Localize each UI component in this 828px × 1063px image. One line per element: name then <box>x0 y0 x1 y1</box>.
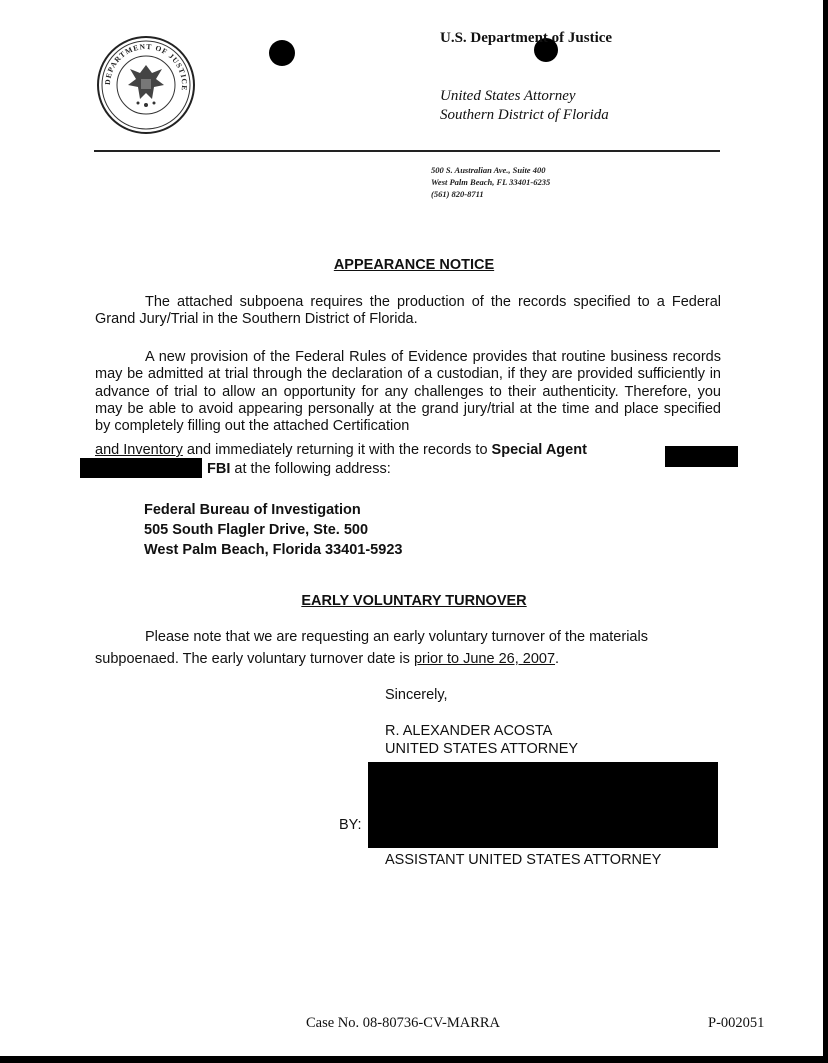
address-line2: West Palm Beach, FL 33401-6235 <box>431 177 551 187</box>
early-turnover-heading: EARLY VOLUNTARY TURNOVER <box>301 593 527 609</box>
special-agent-text: Special Agent <box>491 442 587 458</box>
office-line1: United States Attorney <box>440 88 576 104</box>
redaction-agent-name-cont <box>80 458 202 478</box>
page-identifier: P-002051 <box>708 1015 765 1031</box>
office-line2: Southern District of Florida <box>440 107 609 123</box>
early-turnover-prefix: subpoenaed. The early voluntary turnover date is <box>95 651 414 667</box>
fbi-text: FBI <box>207 461 231 477</box>
letterhead-rule <box>94 150 720 152</box>
scan-edge-right <box>823 0 828 1063</box>
address-line1: 500 S. Australian Ave., Suite 400 <box>431 165 546 175</box>
address-line3: (561) 820-8711 <box>431 189 484 199</box>
early-turnover-line1: Please note that we are requesting an early voluntary turnover of the materials <box>145 629 648 645</box>
and-inventory-text: and Inventory <box>95 442 183 458</box>
fbi-address-block <box>144 500 402 560</box>
office-block <box>440 87 609 125</box>
early-turnover-date: prior to June 26, 2007 <box>413 651 556 667</box>
signer-name: R. ALEXANDER ACOSTA <box>385 723 553 739</box>
seal-text: DEPARTMENT OF JUSTICE <box>102 41 190 92</box>
redaction-signature <box>368 762 718 848</box>
doj-seal-icon <box>96 35 196 135</box>
signer-block <box>385 722 578 758</box>
appearance-para1 <box>95 294 721 329</box>
early-turnover-line2 <box>95 651 559 667</box>
assistant-title: ASSISTANT UNITED STATES ATTORNEY <box>385 852 662 868</box>
appearance-para1-text: The attached subpoena requires the production of the records specified to a Federal Grand Jury/Trial in the Southern District of Florida. <box>95 294 721 328</box>
appearance-para2 <box>95 349 721 453</box>
returning-text: and immediately returning it with the records to <box>182 442 492 458</box>
following-address-text: at the following address: <box>230 461 391 477</box>
fbi-address-line2: 505 South Flagler Drive, Ste. 500 <box>144 522 369 538</box>
early-turnover-suffix: . <box>555 651 560 667</box>
case-number: Case No. 08-80736-CV-MARRA <box>306 1015 501 1031</box>
scan-edge-bottom <box>0 1056 828 1063</box>
fbi-address-line3: West Palm Beach, Florida 33401-5923 <box>144 542 403 558</box>
fbi-line <box>207 461 391 477</box>
fbi-address-line1: Federal Bureau of Investigation <box>144 502 361 518</box>
appearance-para2-text: A new provision of the Federal Rules of Evidence provides that routine business records may be admitted at trial through the declaration of a custodian, if they are provided sufficiently in advance of trial to allow an opportunity for any challenges to their authenticity. Therefore, you may be able to avoid appearing personally at the grand jury/trial at the time and place specified by completely filling out the attached Certification <box>95 349 721 435</box>
closing: Sincerely, <box>385 687 448 703</box>
redaction-agent-name <box>665 446 738 467</box>
office-address <box>431 164 550 200</box>
appearance-para2-line-inventory <box>95 442 587 458</box>
by-label: BY: <box>339 817 362 833</box>
signer-title: UNITED STATES ATTORNEY <box>385 741 579 757</box>
appearance-notice-heading: APPEARANCE NOTICE <box>333 257 495 273</box>
department-name: U.S. Department of Justice <box>440 30 613 46</box>
punch-hole-left <box>269 40 295 66</box>
